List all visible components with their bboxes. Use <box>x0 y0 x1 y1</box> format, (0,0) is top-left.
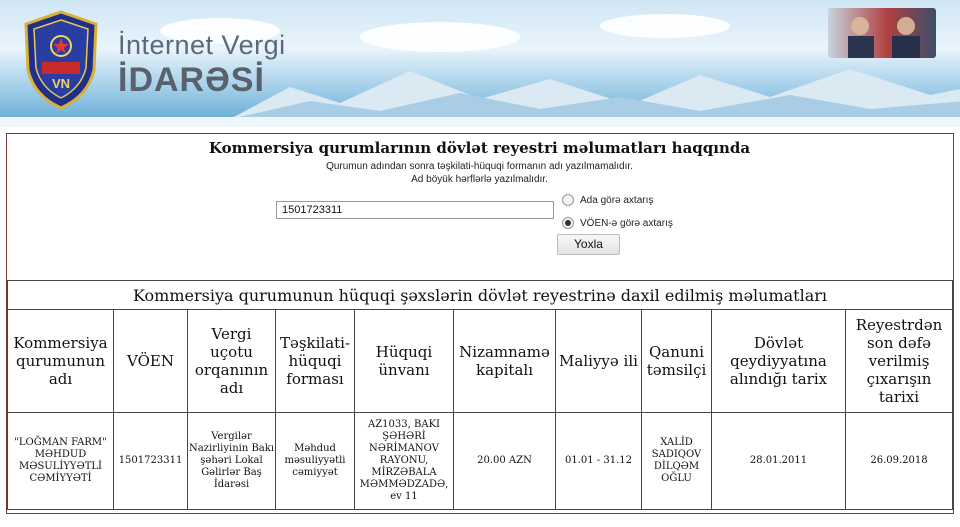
radio-label: Ada görə axtarış <box>580 194 654 206</box>
radio-label: VÖEN-ə görə axtarış <box>580 217 673 229</box>
column-header: Təşkilati-hüquqi forması <box>276 310 355 413</box>
column-header: Hüquqi ünvanı <box>355 310 454 413</box>
cell-last-extract-date: 26.09.2018 <box>846 413 953 510</box>
radio-button-selected[interactable] <box>562 217 574 229</box>
site-banner <box>0 0 960 127</box>
radio-search-by-voen[interactable] <box>562 217 673 229</box>
table-row <box>8 413 953 510</box>
officials-photo <box>828 8 936 58</box>
banner-bottom-strip <box>0 117 960 127</box>
cell-charter-capital: 20.00 AZN <box>454 413 556 510</box>
cell-fiscal-year: 01.01 - 31.12 <box>556 413 642 510</box>
check-button[interactable]: Yoxla <box>557 234 620 255</box>
results-table <box>7 280 953 510</box>
column-header: Maliyyə ili <box>556 310 642 413</box>
column-header: Kommersiya qurumunun adı <box>8 310 114 413</box>
main-content-frame <box>6 133 954 514</box>
results-section <box>7 280 952 510</box>
cell-company-name: "LOĞMAN FARM" MƏHDUD MƏSULİYYƏTLİ CƏMİYYƏTİ <box>8 413 114 510</box>
svg-text:VN: VN <box>51 76 71 91</box>
search-note-1: Qurumun adından sonra təşkilati-hüquqi formanın adı yazılmamalıdır. <box>326 161 633 172</box>
radio-search-by-name[interactable] <box>562 194 653 206</box>
search-note-2: Ad böyük hərflərlə yazılmalıdır. <box>411 174 548 185</box>
logo-line-2: İDARƏSİ <box>118 61 265 99</box>
column-header: Nizamnamə kapitalı <box>454 310 556 413</box>
radio-button[interactable] <box>562 194 574 206</box>
cell-legal-form: Məhdud məsuliyyətli cəmiyyət <box>276 413 355 510</box>
cell-legal-address: AZ1033, BAKI ŞƏHƏRİ NƏRİMANOV RAYONU, MİRZƏBALA MƏMMƏDZADƏ, ev 11 <box>355 413 454 510</box>
table-header-row <box>8 310 953 413</box>
cloud-decoration <box>360 22 520 52</box>
mountains-illustration <box>230 59 960 119</box>
results-caption: Kommersiya qurumunun hüquqi şəxslərin dövlət reyestrinə daxil edilmiş məlumatları <box>8 281 953 310</box>
search-form <box>7 134 952 280</box>
column-header: Dövlət qeydiyyatına alındığı tarix <box>712 310 846 413</box>
cell-voen: 1501723311 <box>114 413 188 510</box>
logo-line-1: İnternet Vergi <box>118 30 286 60</box>
ministry-emblem-icon[interactable] <box>22 10 100 110</box>
site-logo[interactable] <box>118 30 286 100</box>
column-header: Vergi uçotu orqanının adı <box>188 310 276 413</box>
column-header: Qanuni təmsilçi <box>642 310 712 413</box>
cell-registration-date: 28.01.2011 <box>712 413 846 510</box>
search-input[interactable] <box>276 201 554 219</box>
cloud-decoration <box>600 14 730 38</box>
column-header: Reyestrdən son dəfə verilmiş çıxarışın tarixi <box>846 310 953 413</box>
column-header: VÖEN <box>114 310 188 413</box>
cell-tax-authority: Vergilər Nazirliyinin Bakı şəhəri Lokal Gəlirlər Baş İdarəsi <box>188 413 276 510</box>
page-title: Kommersiya qurumlarının dövlət reyestri məlumatları haqqında <box>208 139 751 157</box>
cell-legal-representative: XALİD SADIQOV DİLQƏM OĞLU <box>642 413 712 510</box>
